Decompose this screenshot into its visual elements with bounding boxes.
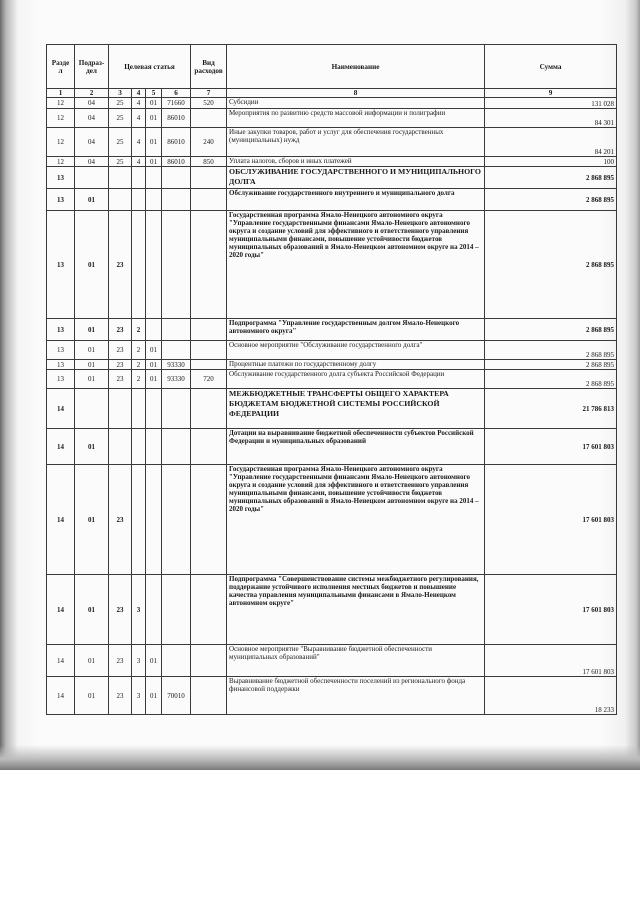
col-number: 8 [227, 89, 485, 98]
cell-subprogram: 4 [132, 128, 146, 157]
column-number-row [47, 89, 617, 98]
cell-subprogram: 2 [132, 319, 146, 341]
col-number: 3 [109, 89, 132, 98]
cell-event: 01 [146, 98, 162, 109]
cell-direction: 93330 [162, 360, 191, 370]
table-row [47, 128, 617, 157]
cell-vid [191, 677, 227, 715]
cell-program: 25 [109, 128, 132, 157]
cell-direction [162, 389, 191, 429]
col-header-sum: Сумма [485, 45, 617, 89]
cell-sum: 18 233 [485, 677, 617, 715]
cell-event [146, 167, 162, 189]
cell-program: 23 [109, 370, 132, 389]
cell-name: Выравнивание бюджетной обеспеченности поселений из регионального фонда финансовой поддержки [227, 677, 485, 715]
cell-sum: 2 868 895 [485, 167, 617, 189]
cell-vid [191, 167, 227, 189]
cell-event: 01 [146, 360, 162, 370]
cell-vid [191, 389, 227, 429]
table-row [47, 211, 617, 319]
cell-event: 01 [146, 645, 162, 677]
cell-event [146, 465, 162, 575]
cell-podrazdel: 04 [75, 98, 109, 109]
cell-subprogram [132, 189, 146, 211]
cell-podrazdel: 01 [75, 341, 109, 360]
header-row [47, 45, 617, 89]
cell-podrazdel [75, 167, 109, 189]
cell-subprogram [132, 211, 146, 319]
cell-subprogram: 3 [132, 575, 146, 645]
col-number: 1 [47, 89, 75, 98]
cell-sum: 131 028 [485, 98, 617, 109]
cell-name: Подпрограмма "Совершенствование системы межбюджетного регулирования, поддержание устойчивого исполнения местных бюджетов и повышение качества управления муниципальными финансами в Ямало-Ненецком автономном округе" [227, 575, 485, 645]
cell-razdel: 13 [47, 360, 75, 370]
cell-subprogram: 4 [132, 109, 146, 128]
cell-vid [191, 109, 227, 128]
cell-sum: 2 868 895 [485, 319, 617, 341]
cell-vid: 850 [191, 157, 227, 167]
cell-direction: 86010 [162, 109, 191, 128]
cell-podrazdel: 01 [75, 677, 109, 715]
cell-name: МЕЖБЮДЖЕТНЫЕ ТРАНСФЕРТЫ ОБЩЕГО ХАРАКТЕРА БЮДЖЕТАМ БЮДЖЕТНОЙ СИСТЕМЫ РОССИЙСКОЙ ФЕДЕРАЦИИ [227, 389, 485, 429]
cell-direction: 86010 [162, 128, 191, 157]
cell-event [146, 211, 162, 319]
cell-subprogram: 4 [132, 98, 146, 109]
cell-sum: 17 601 803 [485, 465, 617, 575]
cell-razdel: 13 [47, 341, 75, 360]
cell-event [146, 189, 162, 211]
cell-sum: 2 868 895 [485, 341, 617, 360]
cell-name: Основное мероприятие "Обслуживание государственного долга" [227, 341, 485, 360]
cell-program: 23 [109, 360, 132, 370]
cell-subprogram: 3 [132, 645, 146, 677]
cell-sum: 2 868 895 [485, 211, 617, 319]
cell-name: Государственная программа Ямало-Ненецкого автономного округа "Управление государственными финансами Ямало-Ненецкого автономного округа и создание условий для эффективного и ответственного управления муниципальными финансами, повышение устойчивости бюджетов муниципальных образований в Ямало-Ненецком автономном округе на 2014 – 2020 годы" [227, 211, 485, 319]
table-row [47, 575, 617, 645]
cell-event: 01 [146, 677, 162, 715]
cell-event: 01 [146, 370, 162, 389]
cell-name: Иные закупки товаров, работ и услуг для обеспечения государственных (муниципальных) нужд [227, 128, 485, 157]
col-number: 4 [132, 89, 146, 98]
cell-podrazdel: 01 [75, 211, 109, 319]
cell-razdel: 14 [47, 389, 75, 429]
table-row [47, 98, 617, 109]
cell-event: 01 [146, 341, 162, 360]
cell-vid: 520 [191, 98, 227, 109]
cell-sum: 21 786 813 [485, 389, 617, 429]
cell-razdel: 13 [47, 189, 75, 211]
cell-subprogram [132, 167, 146, 189]
cell-podrazdel: 04 [75, 128, 109, 157]
cell-razdel: 14 [47, 429, 75, 465]
cell-vid [191, 645, 227, 677]
cell-sum: 100 [485, 157, 617, 167]
col-header-vid: Вид расходов [191, 45, 227, 89]
cell-razdel: 12 [47, 98, 75, 109]
cell-razdel: 13 [47, 319, 75, 341]
cell-sum: 2 868 895 [485, 360, 617, 370]
cell-podrazdel: 01 [75, 370, 109, 389]
cell-event [146, 429, 162, 465]
cell-program: 23 [109, 319, 132, 341]
cell-podrazdel: 01 [75, 189, 109, 211]
cell-vid [191, 429, 227, 465]
cell-name: ОБСЛУЖИВАНИЕ ГОСУДАРСТВЕННОГО И МУНИЦИПАЛЬНОГО ДОЛГА [227, 167, 485, 189]
col-number: 5 [146, 89, 162, 98]
cell-sum: 84 301 [485, 109, 617, 128]
cell-razdel: 14 [47, 677, 75, 715]
cell-direction [162, 429, 191, 465]
table-body [47, 98, 617, 715]
cell-direction [162, 465, 191, 575]
cell-event [146, 575, 162, 645]
cell-program: 23 [109, 211, 132, 319]
cell-program: 23 [109, 645, 132, 677]
cell-razdel: 13 [47, 370, 75, 389]
cell-direction [162, 211, 191, 319]
cell-program [109, 429, 132, 465]
col-number: 7 [191, 89, 227, 98]
cell-event [146, 389, 162, 429]
cell-subprogram: 4 [132, 157, 146, 167]
budget-table [46, 44, 617, 715]
table-row [47, 429, 617, 465]
cell-razdel: 13 [47, 167, 75, 189]
cell-direction [162, 319, 191, 341]
cell-name: Субсидии [227, 98, 485, 109]
cell-name: Подпрограмма "Управление государственным долгом Ямало-Ненецкого автономного округа" [227, 319, 485, 341]
cell-direction: 86010 [162, 157, 191, 167]
cell-subprogram: 2 [132, 341, 146, 360]
table-row [47, 109, 617, 128]
cell-name: Государственная программа Ямало-Ненецкого автономного округа "Управление государственными финансами Ямало-Ненецкого автономного округа и создание условий для эффективного и ответственного управления муниципальными финансами, повышение устойчивости бюджетов муниципальных образований в Ямало-Ненецком автономном округе на 2014 – 2020 годы" [227, 465, 485, 575]
cell-program: 23 [109, 575, 132, 645]
cell-subprogram: 2 [132, 360, 146, 370]
cell-podrazdel: 01 [75, 429, 109, 465]
cell-podrazdel [75, 389, 109, 429]
table-row [47, 677, 617, 715]
table-row [47, 360, 617, 370]
cell-razdel: 14 [47, 575, 75, 645]
cell-direction: 93330 [162, 370, 191, 389]
cell-subprogram [132, 465, 146, 575]
cell-name: Процентные платежи по государственному долгу [227, 360, 485, 370]
table-row [47, 645, 617, 677]
cell-sum: 84 201 [485, 128, 617, 157]
col-number: 2 [75, 89, 109, 98]
cell-direction [162, 167, 191, 189]
cell-podrazdel: 01 [75, 319, 109, 341]
cell-event: 01 [146, 128, 162, 157]
cell-vid [191, 189, 227, 211]
cell-razdel: 14 [47, 645, 75, 677]
cell-program: 23 [109, 465, 132, 575]
col-header-razdel: Разде л [47, 45, 75, 89]
cell-vid [191, 341, 227, 360]
cell-sum: 17 601 803 [485, 575, 617, 645]
cell-subprogram: 2 [132, 370, 146, 389]
cell-sum: 17 601 803 [485, 429, 617, 465]
cell-vid [191, 575, 227, 645]
cell-razdel: 14 [47, 465, 75, 575]
cell-program: 23 [109, 341, 132, 360]
cell-name: Уплата налогов, сборов и иных платежей [227, 157, 485, 167]
table-row [47, 189, 617, 211]
cell-vid [191, 360, 227, 370]
cell-direction: 71660 [162, 98, 191, 109]
scan-shadow [0, 745, 640, 770]
cell-program: 25 [109, 157, 132, 167]
cell-podrazdel: 04 [75, 157, 109, 167]
table-row [47, 370, 617, 389]
cell-direction [162, 341, 191, 360]
cell-name: Дотации на выравнивание бюджетной обеспеченности субъектов Российской Федерации и муниципальных образований [227, 429, 485, 465]
cell-vid: 240 [191, 128, 227, 157]
cell-name: Основное мероприятие "Выравнивание бюджетной обеспеченности муниципальных образований" [227, 645, 485, 677]
cell-subprogram: 3 [132, 677, 146, 715]
cell-razdel: 12 [47, 128, 75, 157]
table-row [47, 167, 617, 189]
table-row [47, 319, 617, 341]
cell-program [109, 167, 132, 189]
table-row [47, 341, 617, 360]
cell-subprogram [132, 429, 146, 465]
cell-event: 01 [146, 157, 162, 167]
cell-vid: 720 [191, 370, 227, 389]
cell-direction: 70010 [162, 677, 191, 715]
cell-subprogram [132, 389, 146, 429]
cell-direction [162, 189, 191, 211]
table-row [47, 465, 617, 575]
cell-razdel: 12 [47, 109, 75, 128]
cell-sum: 17 601 803 [485, 645, 617, 677]
table-row [47, 157, 617, 167]
cell-program [109, 189, 132, 211]
cell-podrazdel: 01 [75, 465, 109, 575]
cell-name: Мероприятия по развитию средств массовой информации и полиграфии [227, 109, 485, 128]
cell-event [146, 319, 162, 341]
cell-razdel: 12 [47, 157, 75, 167]
cell-vid [191, 319, 227, 341]
cell-direction [162, 575, 191, 645]
cell-sum: 2 868 895 [485, 370, 617, 389]
cell-event: 01 [146, 109, 162, 128]
cell-razdel: 13 [47, 211, 75, 319]
cell-podrazdel: 01 [75, 575, 109, 645]
col-header-target: Целевая статья [109, 45, 191, 89]
col-number: 6 [162, 89, 191, 98]
cell-program: 25 [109, 98, 132, 109]
cell-podrazdel: 01 [75, 645, 109, 677]
cell-name: Обслуживание государственного внутреннего и муниципального долга [227, 189, 485, 211]
cell-program: 25 [109, 109, 132, 128]
col-header-name: Наименование [227, 45, 485, 89]
col-header-podrazdel: Подраз- дел [75, 45, 109, 89]
cell-vid [191, 211, 227, 319]
cell-program: 23 [109, 677, 132, 715]
cell-name: Обслуживание государственного долга субъекта Российской Федерации [227, 370, 485, 389]
table-row [47, 389, 617, 429]
col-number: 9 [485, 89, 617, 98]
cell-direction [162, 645, 191, 677]
cell-program [109, 389, 132, 429]
cell-vid [191, 465, 227, 575]
cell-podrazdel: 04 [75, 109, 109, 128]
cell-sum: 2 868 895 [485, 189, 617, 211]
cell-podrazdel: 01 [75, 360, 109, 370]
